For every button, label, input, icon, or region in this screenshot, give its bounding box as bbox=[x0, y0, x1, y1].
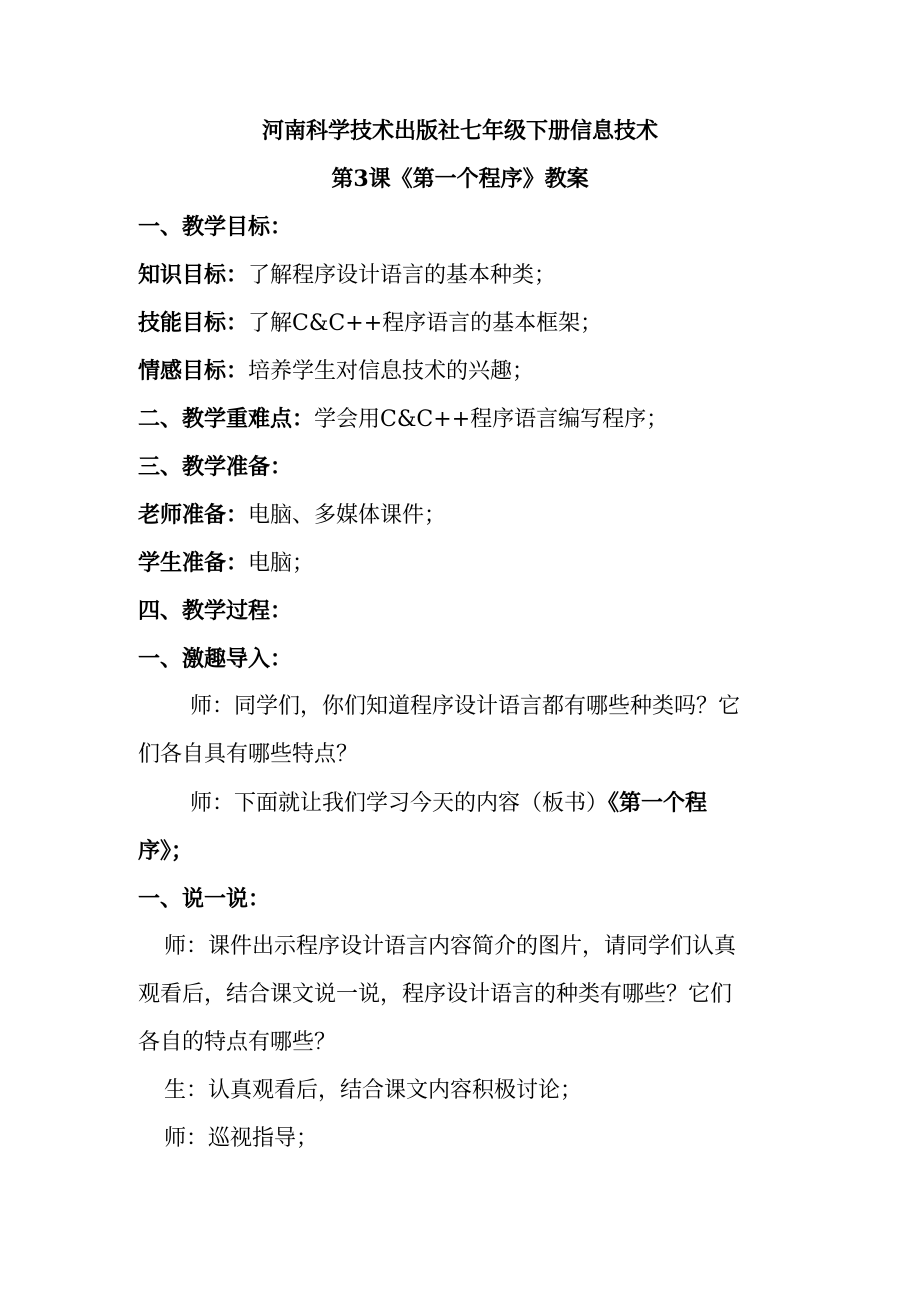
talk-paragraph-3: 师：巡视指导； bbox=[164, 1126, 319, 1151]
knowledge-goal-text: 了解程序设计语言的基本种类； bbox=[248, 263, 557, 288]
intro-paragraph-1-line-1: 师：同学们，你们知道程序设计语言都有哪些种类吗？它 bbox=[190, 694, 741, 719]
document-subtitle: 第3课《第一个程序》教案 bbox=[331, 166, 589, 192]
intro-paragraph-1-line-2: 们各自具有哪些特点？ bbox=[138, 742, 359, 767]
talk-paragraph-1-line-2: 观看后，结合课文说一说，程序设计语言的种类有哪些？它们 bbox=[138, 982, 733, 1007]
document-title: 河南科学技术出版社七年级下册信息技术 bbox=[261, 118, 658, 144]
intro-paragraph-2-line-2: 序》； bbox=[138, 838, 194, 864]
process-heading: 四、教学过程： bbox=[138, 598, 293, 624]
key-points bbox=[138, 404, 780, 435]
skill-goal-label: 技能目标： bbox=[138, 310, 249, 336]
intro-paragraph-2-lesson-title: 《第一个程 bbox=[608, 790, 708, 816]
intro-paragraph-2-line-1 bbox=[190, 788, 780, 819]
student-prep bbox=[138, 548, 780, 579]
knowledge-goal bbox=[138, 260, 780, 291]
intro-paragraph-2-text: 师：下面就让我们学习今天的内容（板书） bbox=[190, 791, 609, 816]
teacher-prep-label: 老师准备： bbox=[138, 502, 249, 528]
emotion-goal bbox=[138, 356, 780, 387]
talk-heading: 一、说一说： bbox=[138, 886, 271, 912]
skill-goal-text: 了解C&C++程序语言的基本框架； bbox=[248, 311, 603, 336]
goals-heading: 一、教学目标： bbox=[138, 214, 293, 240]
teacher-prep-text: 电脑、多媒体课件； bbox=[248, 503, 447, 528]
emotion-goal-label: 情感目标： bbox=[138, 358, 249, 384]
talk-paragraph-2: 生：认真观看后，结合课文内容积极讨论； bbox=[164, 1078, 583, 1103]
key-points-label: 二、教学重难点： bbox=[138, 406, 315, 432]
knowledge-goal-label: 知识目标： bbox=[138, 262, 249, 288]
talk-paragraph-1-line-3: 各自的特点有哪些？ bbox=[138, 1030, 337, 1055]
student-prep-text: 电脑； bbox=[248, 551, 315, 576]
intro-heading: 一、激趣导入： bbox=[138, 646, 293, 672]
prep-heading: 三、教学准备： bbox=[138, 454, 293, 480]
teacher-prep bbox=[138, 500, 780, 531]
skill-goal bbox=[138, 308, 780, 339]
emotion-goal-text: 培养学生对信息技术的兴趣； bbox=[248, 359, 535, 384]
key-points-text: 学会用C&C++程序语言编写程序； bbox=[314, 407, 669, 432]
student-prep-label: 学生准备： bbox=[138, 550, 249, 576]
talk-paragraph-1-line-1: 师：课件出示程序设计语言内容简介的图片，请同学们认真 bbox=[164, 934, 737, 959]
